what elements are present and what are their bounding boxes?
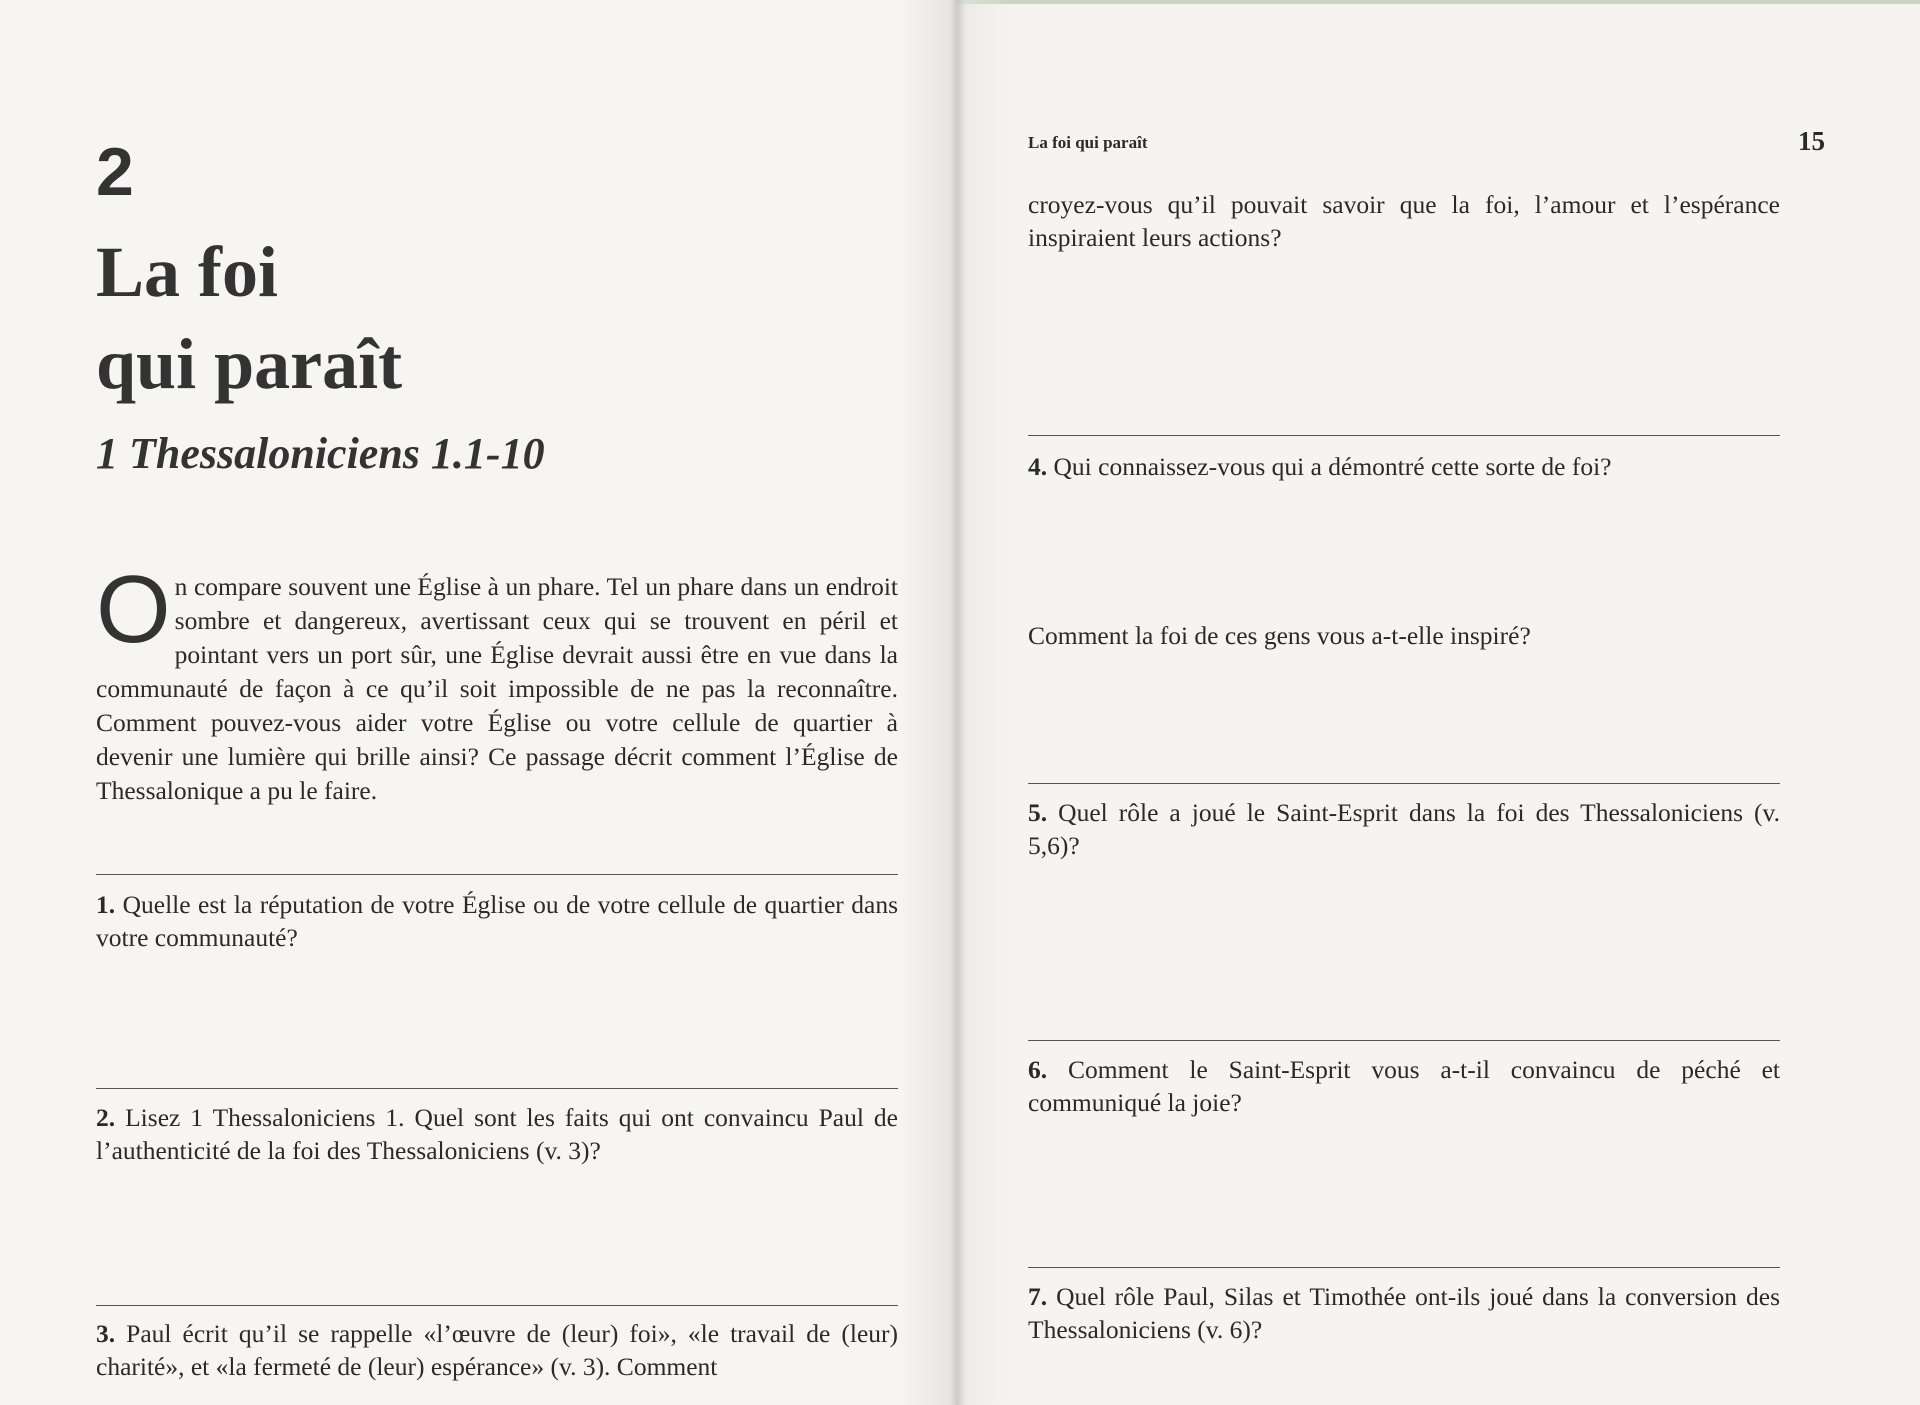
question-4 (1028, 450, 1780, 483)
drop-cap: O (96, 556, 171, 663)
question-text: Lisez 1 Thessaloniciens 1. Quel sont les faits qui ont convaincu Paul de l’authenticité de la foi des Thessaloniciens (v. 3)? (96, 1103, 898, 1165)
answer-rule (1028, 1040, 1780, 1041)
answer-rule (1028, 435, 1780, 436)
page-edge (955, 0, 1920, 4)
question-text: Comment la foi de ces gens vous a-t-elle inspiré? (1028, 621, 1531, 650)
question-3 (96, 1317, 898, 1383)
question-text: Qui connaissez-vous qui a démontré cette sorte de foi? (1053, 452, 1612, 481)
answer-rule (96, 1305, 898, 1306)
question-7 (1028, 1280, 1780, 1346)
question-1 (96, 888, 898, 954)
question-number: 4. (1028, 452, 1048, 481)
question-text: Comment le Saint-Esprit vous a-t-il convaincu de péché et communiqué la joie? (1028, 1055, 1781, 1117)
question-number: 3. (96, 1319, 116, 1348)
chapter-title (96, 226, 402, 410)
chapter-number: 2 (96, 134, 134, 210)
intro-paragraph (96, 556, 898, 808)
scripture-reference: 1 Thessaloniciens 1.1-10 (96, 429, 545, 478)
left-page (0, 0, 955, 1405)
page-number: 15 (1798, 126, 1825, 156)
chapter-title-line-1: La foi (96, 232, 279, 312)
question-number: 5. (1028, 798, 1048, 827)
running-head: La foi qui paraît (1028, 133, 1148, 152)
intro-text: n compare souvent une Église à un phare. Tel un phare dans un endroit sombre et dangereux, avertissant ceux qui se trouvent en péril et pointant vers un port sûr, une Église devrait aussi être en vue dans la communauté de façon à ce qu’il soit impossible de ne pas la reconnaître. Comment pouvez-vous aider votre Église ou votre cellule de quartier à devenir une lumière qui brille ainsi? Ce passage décrit comment l’Église de Thessalonique a pu le faire. (96, 572, 898, 805)
question-text: Quel rôle a joué le Saint-Esprit dans la foi des Thessaloniciens (v. 5,6)? (1028, 798, 1780, 860)
answer-rule (96, 1088, 898, 1089)
question-number: 7. (1028, 1282, 1048, 1311)
question-6 (1028, 1053, 1780, 1119)
right-page (955, 0, 1920, 1405)
answer-rule (1028, 783, 1780, 784)
answer-rule (96, 874, 898, 875)
question-number: 1. (96, 890, 116, 919)
question-text: Quelle est la réputation de votre Église ou de votre cellule de quartier dans votre communauté? (96, 890, 898, 952)
question-text: Quel rôle Paul, Silas et Timothée ont-ils joué dans la conversion des Thessaloniciens (v. 6)? (1028, 1282, 1781, 1344)
question-5 (1028, 796, 1780, 862)
question-number: 6. (1028, 1055, 1048, 1084)
question-4-followup (1028, 619, 1780, 652)
question-text: Paul écrit qu’il se rappelle «l’œuvre de (leur) foi», «le travail de (leur) charité», et «la fermeté de (leur) espérance» (v. 3). Comment (96, 1319, 898, 1381)
chapter-title-line-2: qui paraît (96, 324, 403, 404)
answer-rule (1028, 1267, 1780, 1268)
question-number: 2. (96, 1103, 116, 1132)
question-2 (96, 1101, 898, 1167)
continuation-text: croyez-vous qu’il pouvait savoir que la foi, l’amour et l’espérance inspiraient leurs actions? (1028, 190, 1780, 252)
